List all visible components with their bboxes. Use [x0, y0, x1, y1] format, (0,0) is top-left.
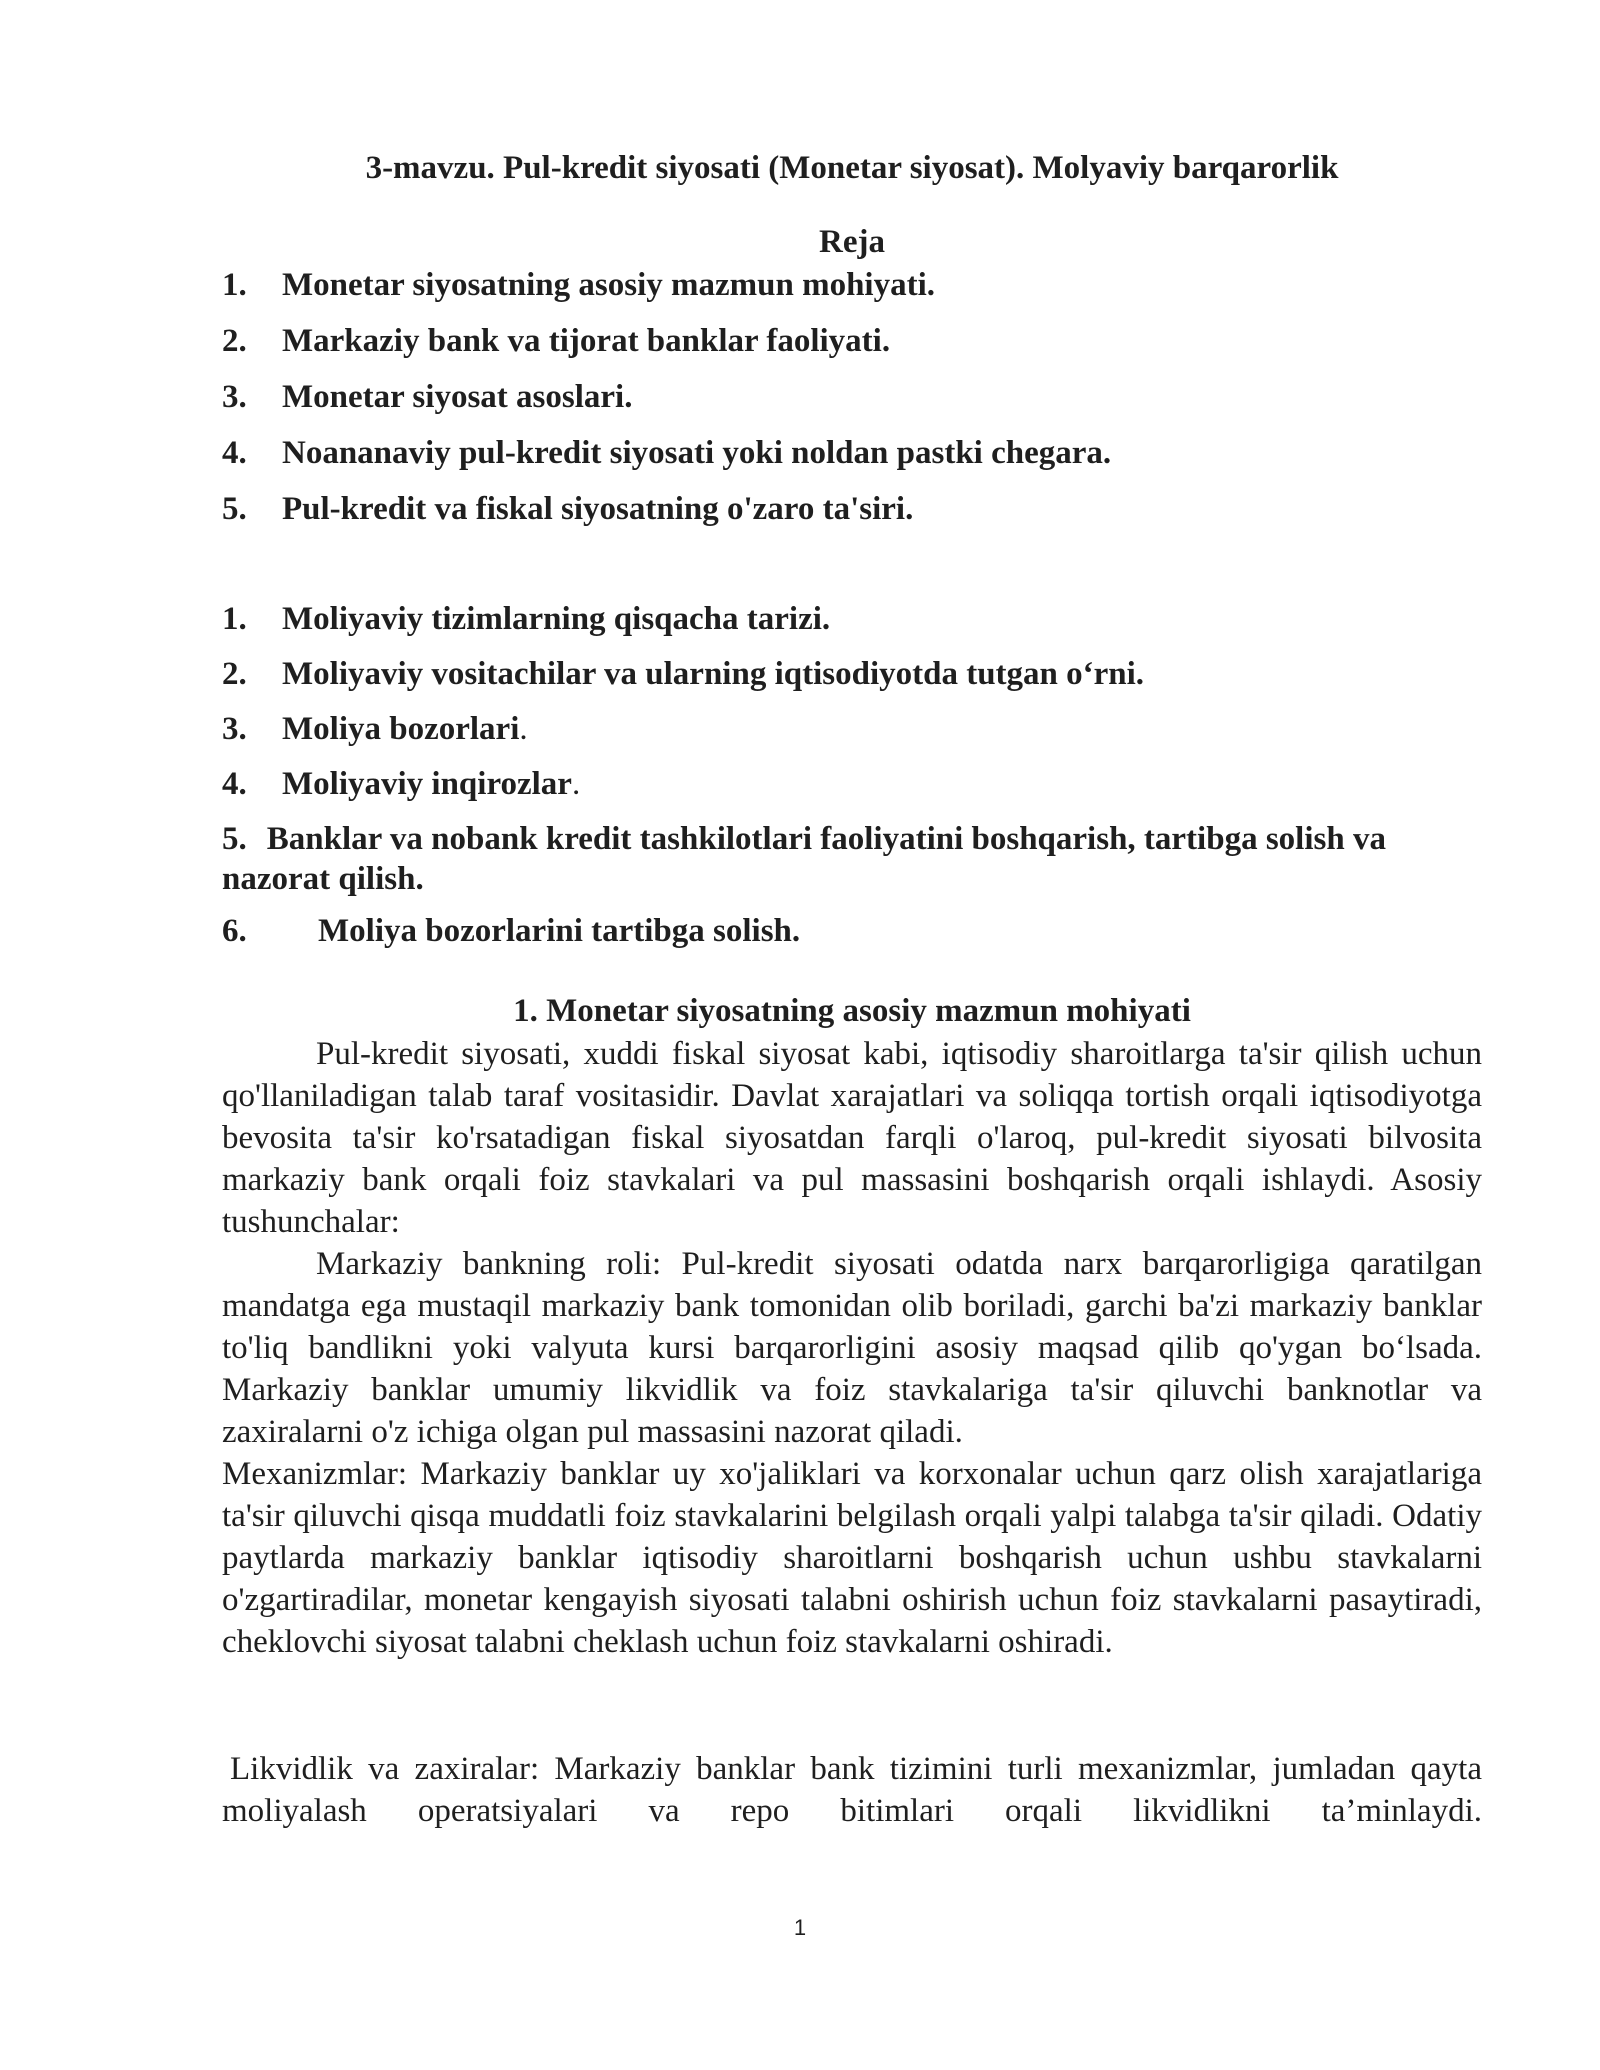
- list-text: Banklar va nobank kredit tashkilotlari faoliyatini boshqarish, tartibga solish va nazorat qilish.: [222, 821, 1386, 897]
- plan-list-1: [222, 265, 1482, 545]
- body-paragraph: Markaziy bankning roli: Pul-kredit siyosati odatda narx barqarorligiga qaratilgan mandatga ega mustaqil markaziy bank tomonidan olib boriladi, garchi ba'zi markaziy banklar to'liq bandlikni yoki valyuta kursi barqarorligini asosiy maqsad qilib qo'ygan bo‘lsada. Markaziy banklar umumiy likvidlik va foiz stavkalariga ta'sir qiluvchi banknotlar va zaxiralarni o'z ichiga olgan pul massasini nazorat qiladi.: [222, 1246, 1482, 1450]
- list-text: Moliya bozorlari: [282, 711, 520, 747]
- body-paragraph: Mexanizmlar: Markaziy banklar uy xo'jaliklari va korxonalar uchun qarz olish xarajatlariga ta'sir qiluvchi qisqa muddatli foiz stavkalarini belgilash orqali yalpi talabga ta'sir qiladi. Odatiy paytlarda markaziy banklar iqtisodiy sharoitlarni boshqarish uchun ushbu stavkalarni o'zgartiradilar, monetar kengayish siyosati talabni oshirish uchun foiz stavkalarni pasaytiradi, cheklovchi siyosat talabni cheklash uchun foiz stavkalarni oshiradi.: [222, 1456, 1482, 1660]
- list-item: [222, 433, 1482, 489]
- body-paragraph: Likvidlik va zaxiralar: Markaziy banklar bank tizimini turli mexanizmlar, jumladan qayta moliyalash operatsiyalari va repo bitimlari orqali likvidlikni ta’minlaydi.: [222, 1751, 1482, 1829]
- list-item: [222, 709, 1482, 764]
- list-number: 2.: [222, 656, 247, 692]
- list-text: Moliya bozorlarini tartibga solish.: [318, 913, 801, 949]
- list-number: 3.: [222, 711, 247, 747]
- page-number: 1: [793, 1915, 807, 1940]
- list-text: Moliyaviy vositachilar va ularning iqtisodiyotda tutgan o‘rni.: [282, 656, 1145, 692]
- list-text: Noananaviy pul-kredit siyosati yoki noldan pastki chegara.: [282, 435, 1112, 471]
- body-paragraph: Pul-kredit siyosati, xuddi fiskal siyosat kabi, iqtisodiy sharoitlarga ta'sir qilish uchun qo'llaniladigan talab taraf vositasidir. Davlat xarajatlari va soliqqa tortish orqali iqtisodiyotga bevosita ta'sir ko'rsatadigan fiskal siyosatdan farqli o'laroq, pul-kredit siyosati bilvosita markaziy bank orqali foiz stavkalari va pul massasini boshqarish orqali ishlaydi. Asosiy tushunchalar:: [222, 1036, 1482, 1240]
- list-number: 1.: [222, 267, 247, 303]
- list-text: Moliyaviy inqirozlar: [282, 766, 572, 802]
- list-text-tail: .: [571, 766, 581, 802]
- plan-list-2: [222, 599, 1482, 966]
- list-item: [222, 377, 1482, 433]
- list-number: 5.: [222, 821, 247, 857]
- list-number: 3.: [222, 379, 247, 415]
- list-item: [222, 265, 1482, 321]
- list-item: [222, 321, 1482, 377]
- list-item: [222, 599, 1482, 654]
- list-text: Pul-kredit va fiskal siyosatning o'zaro ta'siri.: [282, 491, 914, 527]
- list-number: 4.: [222, 766, 247, 802]
- list-text: Monetar siyosat asoslari.: [282, 379, 633, 415]
- list-text: Markaziy bank va tijorat banklar faoliyati.: [282, 323, 891, 359]
- document-title: 3-mavzu. Pul-kredit siyosati (Monetar siyosat). Molyaviy barqarorlik: [365, 150, 1339, 186]
- list-item: [222, 911, 1482, 966]
- list-number: 2.: [222, 323, 247, 359]
- list-item: [222, 764, 1482, 819]
- list-item: [222, 654, 1482, 709]
- list-text: Moliyaviy tizimlarning qisqacha tarizi.: [282, 601, 831, 637]
- list-item: [222, 819, 1482, 911]
- plan-heading: Reja: [819, 224, 885, 260]
- list-text: Monetar siyosatning asosiy mazmun mohiyati.: [282, 267, 936, 303]
- list-item: [222, 489, 1482, 545]
- list-text-tail: .: [519, 711, 528, 747]
- list-number: 6.: [222, 913, 247, 949]
- list-number: 5.: [222, 491, 247, 527]
- list-number: 1.: [222, 601, 247, 637]
- section-heading: 1. Monetar siyosatning asosiy mazmun mohiyati: [513, 993, 1191, 1029]
- list-number: 4.: [222, 435, 247, 471]
